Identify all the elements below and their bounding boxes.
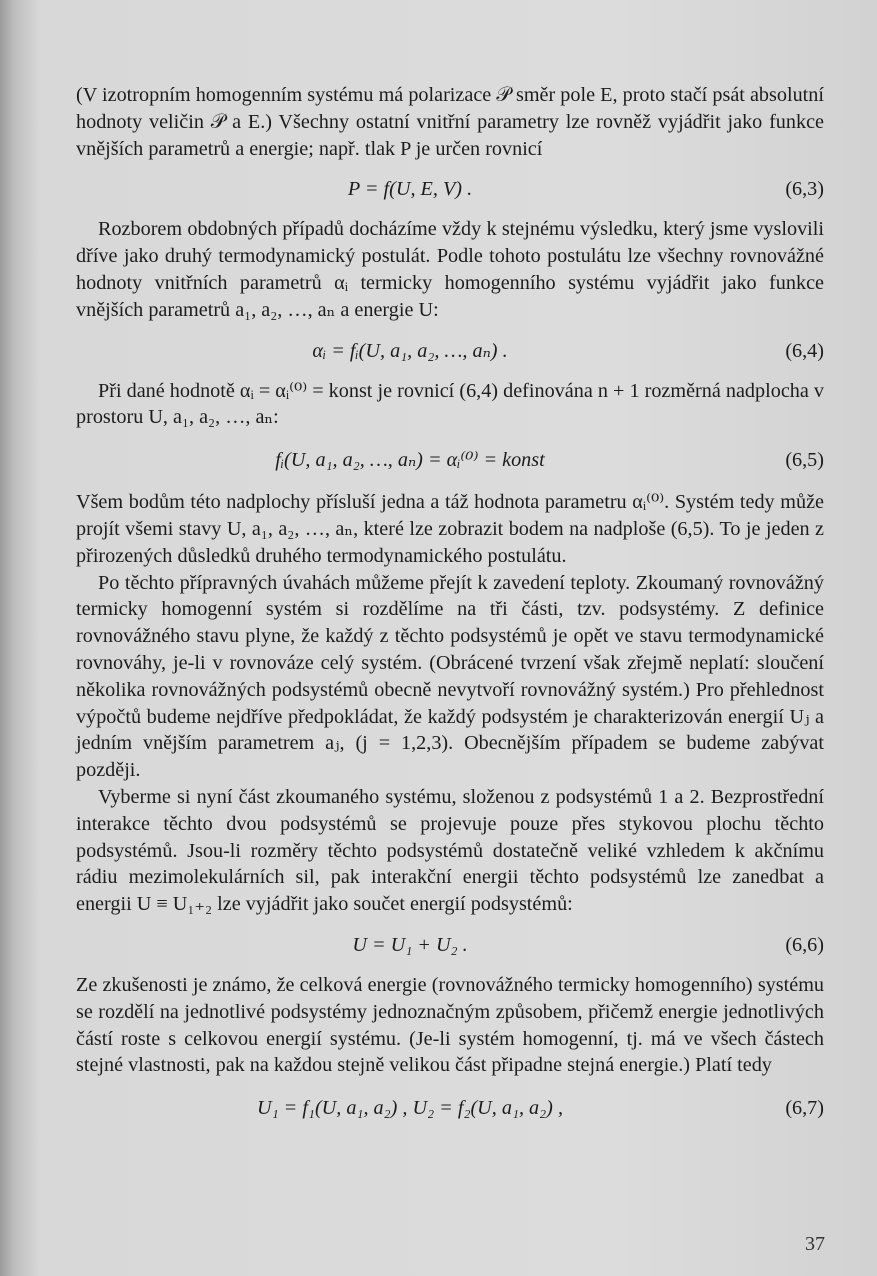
equation-6-6: [76, 918, 824, 972]
equation-6-7: [76, 1079, 824, 1137]
equation-body: U₁ = f₁(U, a₁, a₂) , U₂ = f₂(U, a₁, a₂) ,: [257, 1097, 563, 1120]
equation-body: P = f(U, E, V) .: [347, 178, 473, 201]
equation-6-4: [76, 324, 824, 378]
equation-number: (6,6): [785, 933, 824, 956]
paragraph-4: Všem bodům této nadplochy přísluší jedna a táž hodnota parametru αᵢ⁽⁰⁾. Systém tedy může projít všemi stavy U, a₁, a₂, …, aₙ, které lze zobrazit bodem na nadploše (6,5). To je jeden z přirozených důsledků druhého termodynamického postulátu.: [76, 491, 824, 567]
page-number: 37: [805, 1233, 825, 1255]
equation-number: (6,5): [785, 449, 824, 472]
paragraph-1: (V izotropním homogenním systému má polarizace 𝒫 směr pole E, proto stačí psát absolutní hodnoty veličin 𝒫 a E.) Všechny ostatní vnitřní parametry lze rovněž vyjádřit jako funkce vnějších parametrů a energie; např. tlak P je určen rovnicí: [76, 84, 824, 160]
paragraph-3: Při dané hodnotě αᵢ = αᵢ⁽⁰⁾ = konst je rovnicí (6,4) definována n + 1 rozměrná nadplocha v prostoru U, a₁, a₂, …, aₙ:: [76, 379, 824, 429]
equation-body: fᵢ(U, a₁, a₂, …, aₙ) = αᵢ⁽⁰⁾ = konst: [275, 449, 545, 472]
equation-body: αᵢ = fᵢ(U, a₁, a₂, …, aₙ) .: [312, 339, 508, 362]
paragraph-5: Po těchto přípravných úvahách můžeme přejít k zavedení teploty. Zkoumaný rovnovážný termicky homogenní systém si rozdělíme na tři části, tzv. podsystémy. Z definice rovnovážného stavu plyne, že každý z těchto podsystémů je opět ve stavu termodynamické rovnováhy, je-li v rovnováze celý systém. (Obrácené tvrzení však zřejmě neplatí: sloučení několika rovnovážných podsystémů obecně nevytvoří rovnovážný systém.) Pro přehlednost výpočtů budeme nejdříve předpokládat, že každý podsystém je charakterizován energií Uⱼ a jedním vnějším parametrem aⱼ, (j = 1,2,3). Obecnějším případem se budeme zabývat později.: [76, 571, 824, 782]
equation-6-5: [76, 431, 824, 489]
equation-number: (6,3): [785, 178, 824, 201]
paragraph-6: Vyberme si nyní část zkoumaného systému, složenou z podsystémů 1 a 2. Bezprostřední interakce těchto dvou podsystémů se projevuje pouze přes stykovou plochu těchto podsystémů. Jsou-li rozměry těchto podsystémů dostatečně veliké vzhledem k akčnímu rádiu mezimolekulárních sil, pak interakční energii těchto podsystémů lze zanedbat a energii U ≡ U₁₊₂ lze vyjádřit jako součet energií podsystémů:: [76, 785, 824, 916]
equation-6-3: [76, 162, 824, 216]
paragraph-2: Rozborem obdobných případů docházíme vždy k stejnému výsledku, který jsme vyslovili dříve jako druhý termodynamický postulát. Podle tohoto postulátu lze všechny rovnovážné hodnoty vnitřních parametrů αᵢ termicky homogenního systému vyjádřit jako funkce vnějších parametrů a₁, a₂, …, aₙ a energie U:: [76, 218, 824, 321]
page-text: [76, 82, 824, 1137]
equation-body: U = U₁ + U₂ .: [352, 933, 468, 956]
paragraph-7: Ze zkušenosti je známo, že celková energie (rovnovážného termicky homogenního) systému se rozdělí na jednotlivé podsystémy jednoznačným způsobem, přičemž energie jednotlivých částí roste s celkovou energií systému. (Je-li systém homogenní, tj. má ve všech částech stejné vlastnosti, pak na každou stejně velikou část připadne stejná energie.) Platí tedy: [76, 973, 824, 1077]
equation-number: (6,4): [785, 339, 824, 362]
equation-number: (6,7): [785, 1097, 824, 1120]
